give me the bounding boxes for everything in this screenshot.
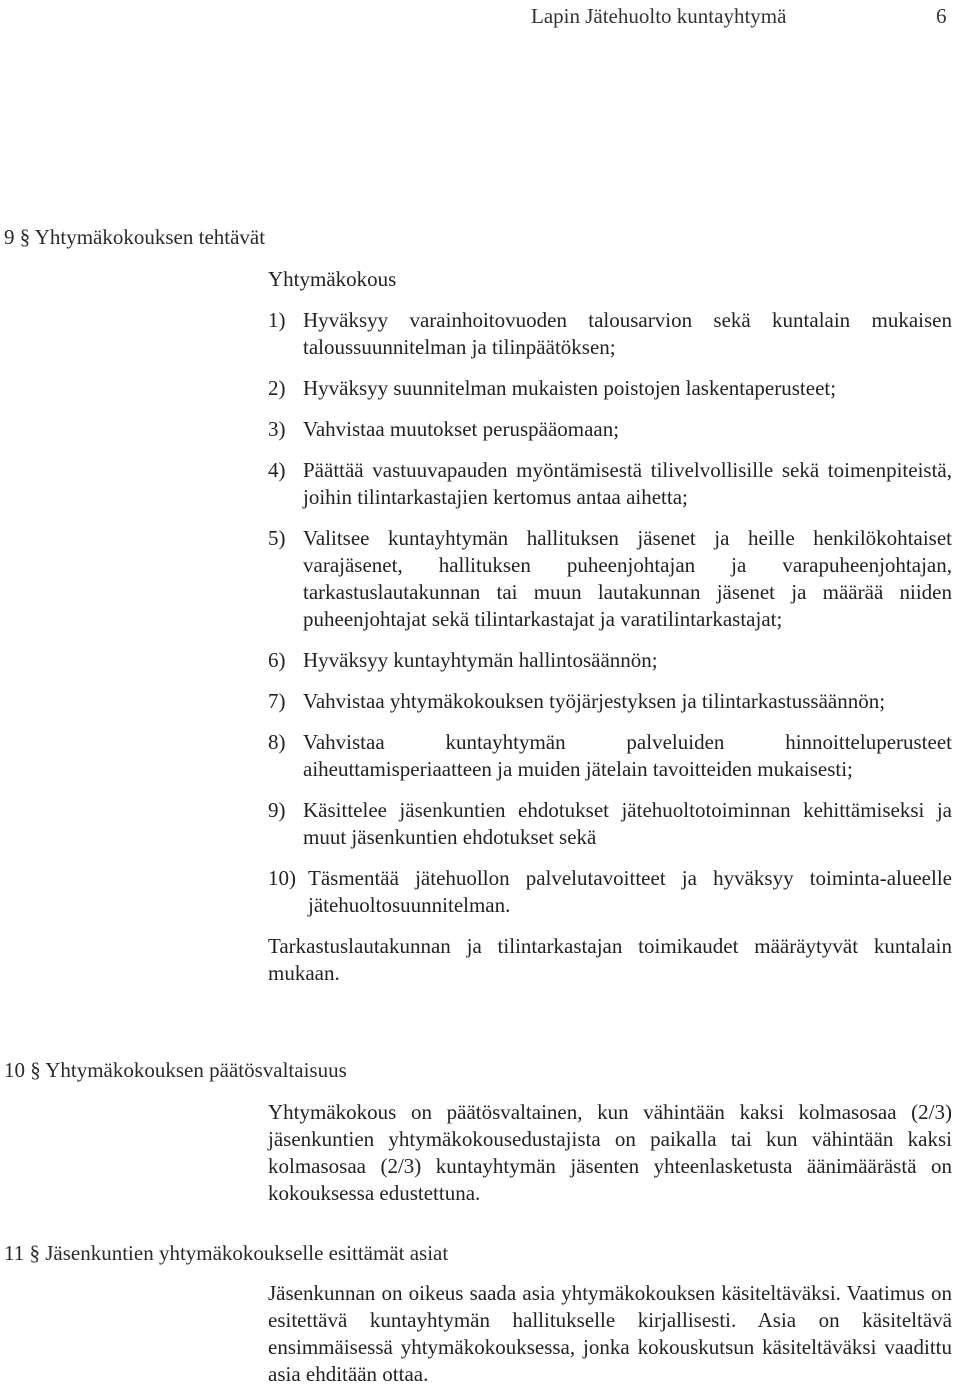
item-number: 3) [268,417,286,441]
list-item [268,729,952,783]
item-text: Käsittelee jäsenkuntien ehdotukset jätehuoltotoiminnan kehittämiseksi ja muut jäsenkuntien ehdotukset sekä [303,798,952,849]
item-number: 8) [268,730,286,754]
item-text: Hyväksyy kuntayhtymän hallintosäännön; [303,648,658,672]
page-number: 6 [936,4,947,28]
section-10-body [268,1099,952,1207]
section-9-closing: Tarkastuslautakunnan ja tilintarkastajan toimikaudet määräytyvät kuntalain mukaan. [268,934,952,985]
item-text: Hyväksyy varainhoitovuoden talousarvion sekä kuntalain mukaisen taloussuunnitelman ja tilinpäätöksen; [303,308,952,359]
item-number: 6) [268,648,286,672]
item-text: Vahvistaa yhtymäkokouksen työjärjestyksen ja tilintarkastussäännön; [303,689,886,713]
section-11-heading: 11 § Jäsenkuntien yhtymäkokoukselle esittämät asiat [4,1241,449,1265]
item-number: 4) [268,458,286,482]
list-item [268,457,952,511]
item-text: Täsmentää jätehuollon palvelutavoitteet ja hyväksyy toiminta-alueelle jätehuoltosuunnitelman. [308,866,952,917]
header-title: Lapin Jätehuolto kuntayhtymä [531,4,787,28]
item-number: 5) [268,526,286,550]
list-item [268,797,952,851]
list-item [268,688,952,715]
section-11-body [268,1280,952,1388]
section-9-body [268,266,952,987]
item-text: Vahvistaa kuntayhtymän palveluiden hinnoitteluperusteet aiheuttamisperiaatteen ja muiden jätelain tavoitteiden mukaisesti; [303,730,952,781]
list-item [268,525,952,633]
item-number: 9) [268,798,286,822]
section-10-text: Yhtymäkokous on päätösvaltainen, kun vähintään kaksi kolmasosaa (2/3) jäsenkuntien yhtymäkokousedustajista on paikalla tai kun vähintään kaksi kolmasosaa (2/3) kuntayhtymän jäsenten yhteenlasketusta äänimäärästä on kokouksessa edustettuna. [268,1100,952,1205]
section-9-intro: Yhtymäkokous [268,267,397,291]
list-item [268,307,952,361]
item-number: 10) [268,866,296,890]
item-text: Valitsee kuntayhtymän hallituksen jäsenet ja heille henkilökohtaiset varajäsenet, hallituksen puheenjohtajan ja varapuheenjohtajan, tarkastuslautakunnan tai muun lautakunnan jäsenet ja määrää niiden puheenjohtajat sekä tilintarkastajat ja varatilintarkastajat; [303,526,952,631]
section-11-text: Jäsenkunnan on oikeus saada asia yhtymäkokouksen käsiteltäväksi. Vaatimus on esitettävä kuntayhtymän hallitukselle kirjallisesti. Asia on käsiteltävä ensimmäisessä yhtymäkokouksessa, jonka kokouskutsun käsiteltäväksi vaadittu asia ehditään ottaa. [268,1281,952,1386]
list-item [268,865,952,919]
item-number: 7) [268,689,286,713]
item-text: Päättää vastuuvapauden myöntämisestä tilivelvollisille sekä toimenpiteistä, joihin tilintarkastajien kertomus antaa aihetta; [303,458,952,509]
item-text: Vahvistaa muutokset peruspääomaan; [303,417,620,441]
item-number: 2) [268,376,286,400]
list-item [268,647,952,674]
item-text: Hyväksyy suunnitelman mukaisten poistojen laskentaperusteet; [303,376,837,400]
section-9-heading: 9 § Yhtymäkokouksen tehtävät [4,225,266,249]
list-item [268,416,952,443]
section-10-heading: 10 § Yhtymäkokouksen päätösvaltaisuus [4,1058,347,1082]
item-number: 1) [268,308,286,332]
list-item [268,375,952,402]
